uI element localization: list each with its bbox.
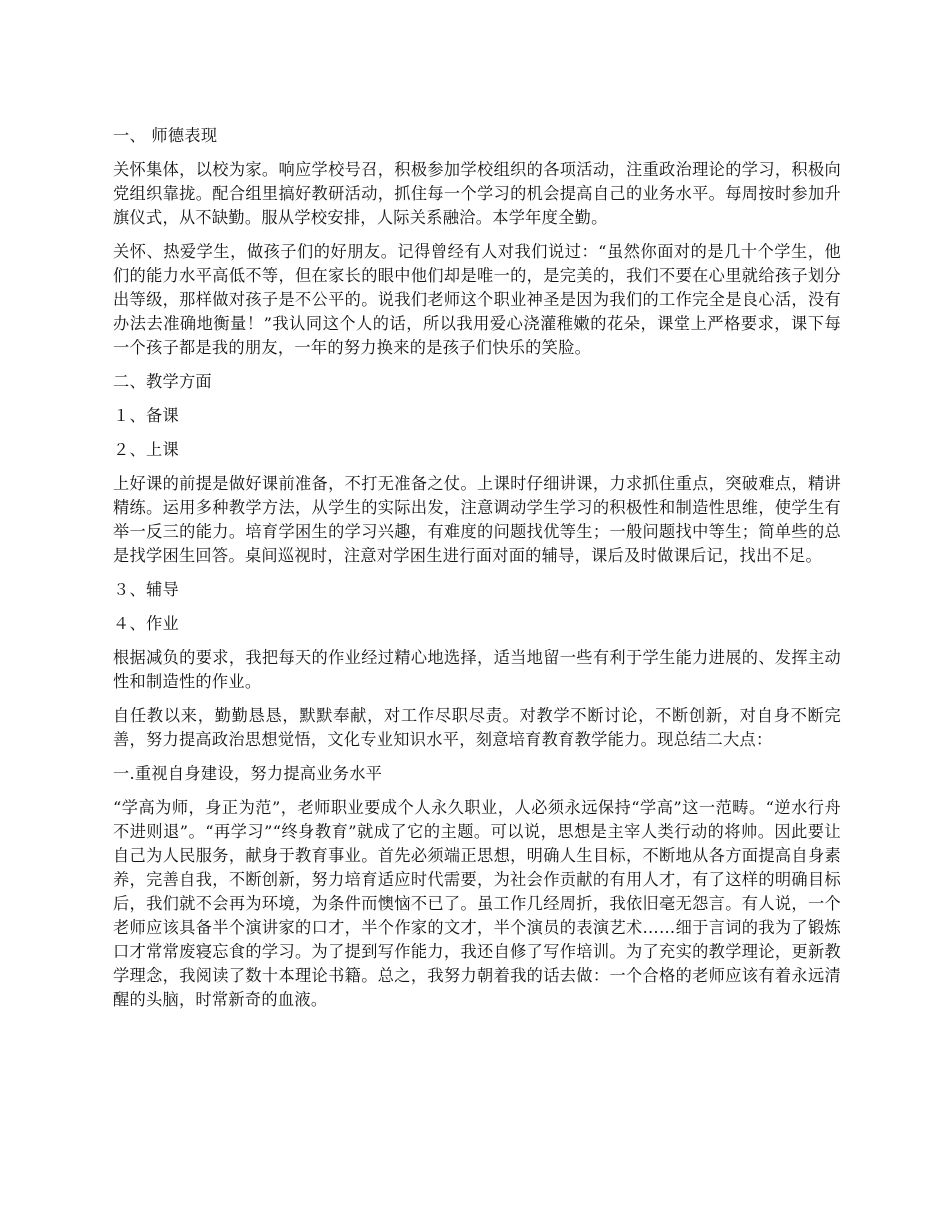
section-heading-ethics: 一、 师德表现: [113, 126, 218, 145]
paragraph-class: 上好课的前提是做好课前准备，不打无准备之仗。上课时仔细讲课，力求抓住重点，突破难点，精讲精练。运用多种教学方法，从学生的实际出发，注意调动学生学习的积极性和制造性思维，使学生有举一反三的能力。培育学困生的学习兴趣，有难度的问题找优等生；一般问题找中等生；简单些的总是找学困生回答。桌间巡视时，注意对学困生进行面对面的辅导，课后及时做课后记，找出不足。: [113, 474, 841, 565]
paragraph-summary: 自任教以来，勤勤恳恳，默默奉献，对工作尽职尽责。对教学不断讨论，不断创新，对自身不断完善，努力提高政治思想觉悟，文化专业知识水平，刻意培育教育教学能力。现总结二大点：: [113, 706, 841, 749]
paragraph-self-development: “学高为师，身正为范”，老师职业要成个人永久职业，人必须永远保持“学高”这一范畴。“逆水行舟不进则退”。“再学习”“终身教育”就成了它的主题。可以说，思想是主宰人类行动的将帅。因此要让自己为人民服务，献身于教育事业。首先必须端正思想，明确人生目标，不断地从各方面提高自身素养，完善自我，不断创新，努力培育适应时代需要，为社会作贡献的有用人才，有了这样的明确目标后，我们就不会再为环境，为条件而懊恼不已了。虽工作几经周折，我依旧毫无怨言。有人说，一个老师应该具备半个演讲家的口才，半个作家的文才，半个演员的表演艺术……细于言词的我为了锻炼口才常常废寝忘食的学习。为了提到写作能力，我还自修了写作培训。为了充实的教学理论，更新教学理念，我阅读了数十本理论书籍。总之，我努力朝着我的话去做：一个合格的老师应该有着永远清醒的头脑，时常新奇的血液。: [113, 798, 841, 1009]
subheading-tutoring: ３、辅导: [113, 580, 179, 599]
subheading-homework: ４、作业: [113, 614, 179, 633]
subheading-class: ２、上课: [113, 440, 179, 459]
section-heading-teaching: 二、教学方面: [113, 372, 212, 391]
paragraph-homework: 根据减负的要求，我把每天的作业经过精心地选择，适当地留一些有利于学生能力进展的、发挥主动性和制造性的作业。: [113, 648, 841, 691]
paragraph-collective: 关怀集体，以校为家。响应学校号召，积极参加学校组织的各项活动，注重政治理论的学习，积极向党组织靠拢。配合组里搞好教研活动，抓住每一个学习的机会提高自己的业务水平。每周按时参加升旗仪式，从不缺勤。服从学校安排，人际关系融洽。本学年度全勤。: [113, 160, 841, 227]
document-body: [113, 124, 841, 1022]
section-heading-self-development: 一.重视自身建设，努力提高业务水平: [113, 764, 383, 783]
subheading-lesson-prep: １、备课: [113, 406, 179, 425]
paragraph-students: 关怀、热爱学生，做孩子们的好朋友。记得曾经有人对我们说过：“虽然你面对的是几十个学生，他们的能力水平高低不等，但在家长的眼中他们却是唯一的，是完美的，我们不要在心里就给孩子划分出等级，那样做对孩子是不公平的。说我们老师这个职业神圣是因为我们的工作完全是良心活，没有办法去准确地衡量！”我认同这个人的话，所以我用爱心浇灌稚嫩的花朵，课堂上严格要求，课下每一个孩子都是我的朋友，一年的努力换来的是孩子们快乐的笑脸。: [113, 242, 841, 357]
